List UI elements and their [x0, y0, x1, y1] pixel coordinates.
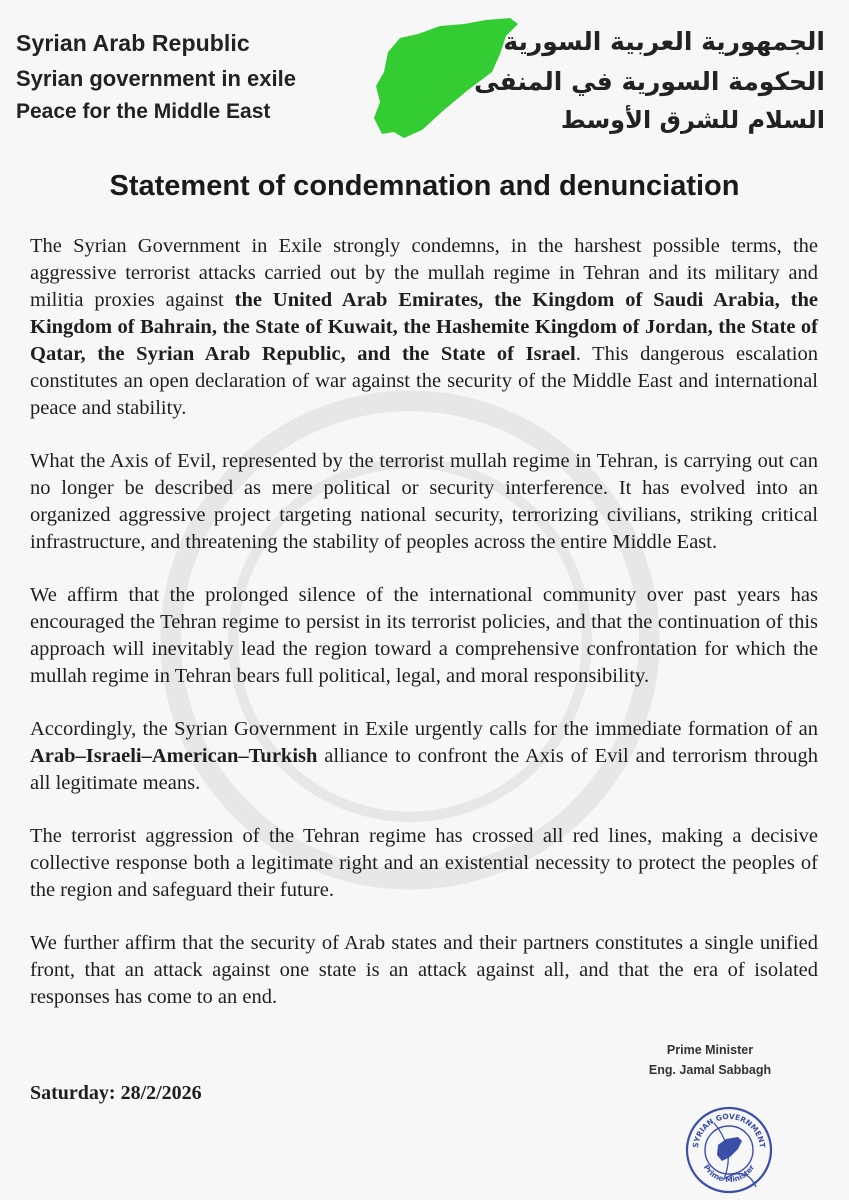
paragraph-4-text-c: alliance to confront the Axis of Evil and terrorism through all legitimate means.: [30, 745, 818, 794]
paragraph-1-bold-countries: the United Arab Emirates, the Kingdom of Saudi Arabia, the Kingdom of Bahrain, the State of Kuwait, the Hashemite Kingdom of Jordan, the State of Qatar, the Syrian Arab Republic, and the State of Israel: [30, 289, 818, 365]
signature-name: Eng. Jamal Sabbagh: [648, 1063, 772, 1077]
document-title: Statement of condemnation and denunciation: [109, 170, 740, 202]
header-country-arabic: الجمهورية العربية السورية: [503, 27, 825, 56]
stamp-top-text: SYRIAN GOVERNMENT: [691, 1111, 767, 1149]
paragraph-1: [30, 233, 818, 422]
header-right: [474, 26, 825, 136]
paragraph-5: The terrorist aggression of the Tehran regime has crossed all red lines, making a decisive collective response both a legitimate right and an existential necessity to protect the peoples of the region and safeguard their future.: [30, 825, 818, 901]
document-date: Saturday: 28/2/2026: [30, 1082, 202, 1104]
header-left: [16, 28, 296, 126]
official-stamp-icon: [684, 1105, 774, 1195]
paragraph-6: We further affirm that the security of Arab states and their partners constitutes a single unified front, that an attack against one state is an attack against all, and that the era of isolated responses has come to an end.: [30, 932, 818, 1008]
paragraph-4: [30, 716, 818, 797]
paragraph-3: We affirm that the prolonged silence of the international community over past years has encouraged the Tehran regime to persist in its terrorist policies, and that the continuation of this approach will inevitably lead the region toward a comprehensive confrontation for which the mullah regime in Tehran bears full political, legal, and moral responsibility.: [30, 584, 818, 687]
paragraph-1-text-a: The Syrian Government in Exile strongly condemns, in the harshest possible terms, the aggressive terrorist attacks carried out by the mullah regime in Tehran and its military and militia proxies against: [30, 235, 818, 311]
stamp-bottom-text: Prime Minister: [701, 1162, 757, 1185]
header-slogan-arabic: السلام للشرق الأوسط: [560, 106, 825, 134]
header-slogan: Peace for the Middle East: [16, 100, 271, 123]
signature-block: [620, 1040, 800, 1080]
paragraph-2: What the Axis of Evil, represented by the terrorist mullah regime in Tehran, is carrying out can no longer be described as mere political or security interference. It has evolved into an organized aggressive project targeting national security, terrorizing civilians, striking critical infrastructure, and threatening the stability of peoples across the entire Middle East.: [30, 450, 818, 553]
header-government: Syrian government in exile: [16, 66, 296, 91]
paragraph-4-bold-alliance: Arab–Israeli–American–Turkish: [30, 745, 318, 767]
paragraph-4-text-a: Accordingly, the Syrian Government in Exile urgently calls for the immediate formation of an: [30, 718, 818, 740]
header-government-arabic: الحكومة السورية في المنفى: [474, 67, 825, 96]
header-country: Syrian Arab Republic: [16, 30, 250, 56]
signature-role: Prime Minister: [666, 1043, 754, 1057]
document-body: [30, 233, 818, 1037]
paragraph-1-text-c: . This dangerous escalation constitutes an open declaration of war against the security of the Middle East and international peace and stability.: [30, 343, 818, 419]
